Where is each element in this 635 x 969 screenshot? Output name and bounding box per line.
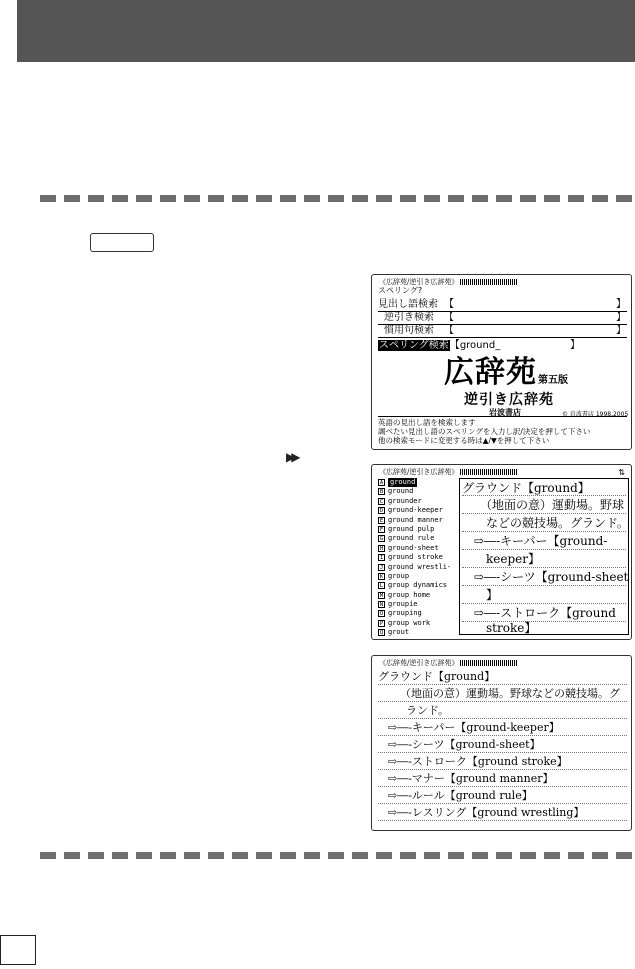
dictionary-logo: 広辞苑 xyxy=(444,355,537,390)
preview-line: ⇨―-キーパー【ground- xyxy=(474,534,608,548)
entry-line: ⇨―-マナー【ground manner】 xyxy=(388,772,554,785)
entry-line: ランド。 xyxy=(406,704,450,717)
list-item[interactable]: P group work xyxy=(379,618,431,627)
section-divider-bottom xyxy=(40,852,635,859)
list-item[interactable]: M group home xyxy=(379,590,431,599)
list-item[interactable]: A ground xyxy=(379,478,416,486)
list-item[interactable]: I ground stroke xyxy=(379,553,443,562)
copyright-label: © 岩波書店 1998,2005 xyxy=(562,411,629,418)
entry-line: ⇨―-ルール【ground rule】 xyxy=(388,789,533,802)
preview-line: ⇨―-ストローク【ground xyxy=(474,606,616,620)
list-item[interactable]: E ground manner xyxy=(379,515,443,524)
preview-line: 】 xyxy=(486,588,499,602)
preview-line: などの競技場。グランド。 xyxy=(486,516,629,530)
scroll-arrows-icon: ⇅ xyxy=(618,468,625,477)
list-item[interactable]: H ground-sheet xyxy=(379,543,439,552)
preview-line: keeper】 xyxy=(486,552,540,566)
list-item[interactable]: F ground pulp xyxy=(379,524,435,533)
lcd-screen-entry-detail xyxy=(371,655,632,831)
edition-label: 第五版 xyxy=(538,375,568,386)
list-item[interactable]: C grounder xyxy=(379,496,422,505)
preview-line: グラウンド【ground】 xyxy=(462,481,590,495)
list-item[interactable]: B ground xyxy=(379,487,414,496)
list-item[interactable]: L group dynamics xyxy=(379,581,448,590)
screen-title: 《広辞苑/逆引き広辞苑》 xyxy=(378,468,518,476)
entry-line: ⇨―-ストローク【ground stroke】 xyxy=(388,755,568,768)
lcd-screen-search-menu xyxy=(371,274,632,450)
screen-subtitle: スペリング? xyxy=(378,286,423,295)
title-pattern xyxy=(460,660,518,666)
help-text-line: 他の検索モードに変更する時は▲/▼を押して下さい xyxy=(378,436,550,445)
double-arrow-icon: ▶▶ xyxy=(286,450,297,464)
menu-item-spelling-search[interactable]: スペリング検索【ground_ 】 xyxy=(379,340,580,351)
entry-line: ⇨―-シーツ【ground-sheet】 xyxy=(388,738,541,751)
preview-line: stroke】 xyxy=(486,621,537,635)
list-item[interactable]: O grouping xyxy=(379,609,422,618)
reverse-dictionary-logo: 逆引き広辞苑 xyxy=(464,392,554,408)
screen-title: 《広辞苑/逆引き広辞苑》 xyxy=(378,278,518,286)
menu-item-headword-search[interactable]: 見出し語検索 【 】 xyxy=(378,299,626,310)
list-item[interactable]: N groupie xyxy=(379,600,418,609)
candidate-list xyxy=(378,478,460,638)
help-text-line: 英語の見出し語を検索します xyxy=(378,418,476,427)
publisher-label: 岩波書店 xyxy=(489,407,521,417)
entry-line: （地面の意）運動場。野球などの競技場。グ xyxy=(400,687,620,700)
preview-panel xyxy=(459,478,629,635)
header-bar xyxy=(17,0,635,62)
list-item[interactable]: J ground wrestli- xyxy=(379,562,452,571)
entry-line: ⇨―-キーパー【ground-keeper】 xyxy=(388,721,560,734)
entry-line: ⇨―-レスリング【ground wrestling】 xyxy=(388,806,585,819)
section-divider-top xyxy=(40,195,635,202)
list-item[interactable]: Q grout xyxy=(379,628,410,637)
list-item[interactable]: G ground rule xyxy=(379,534,435,543)
title-pattern xyxy=(460,469,518,475)
key-button-illustration xyxy=(90,233,154,252)
list-item[interactable]: K group xyxy=(379,571,410,580)
help-text-line: 調べたい見出し語のスペリングを入力し訳/決定を押して下さい xyxy=(378,427,591,436)
list-item[interactable]: D ground-keeper xyxy=(379,506,443,515)
lcd-screen-candidate-list xyxy=(371,464,632,640)
screen-title: 《広辞苑/逆引き広辞苑》 xyxy=(378,659,518,667)
page-number-box xyxy=(0,935,36,965)
entry-line: グラウンド【ground】 xyxy=(378,670,496,683)
menu-item-reverse-search[interactable]: 逆引き検索 【 】 xyxy=(384,312,626,323)
title-pattern xyxy=(460,279,518,285)
spelling-input[interactable]: ground_ xyxy=(459,340,501,351)
menu-item-idiom-search[interactable]: 慣用句検索 【 】 xyxy=(384,325,626,336)
preview-line: ⇨―-シーツ【ground-sheet xyxy=(474,570,629,584)
preview-line: （地面の意）運動場。野球 xyxy=(480,498,625,512)
